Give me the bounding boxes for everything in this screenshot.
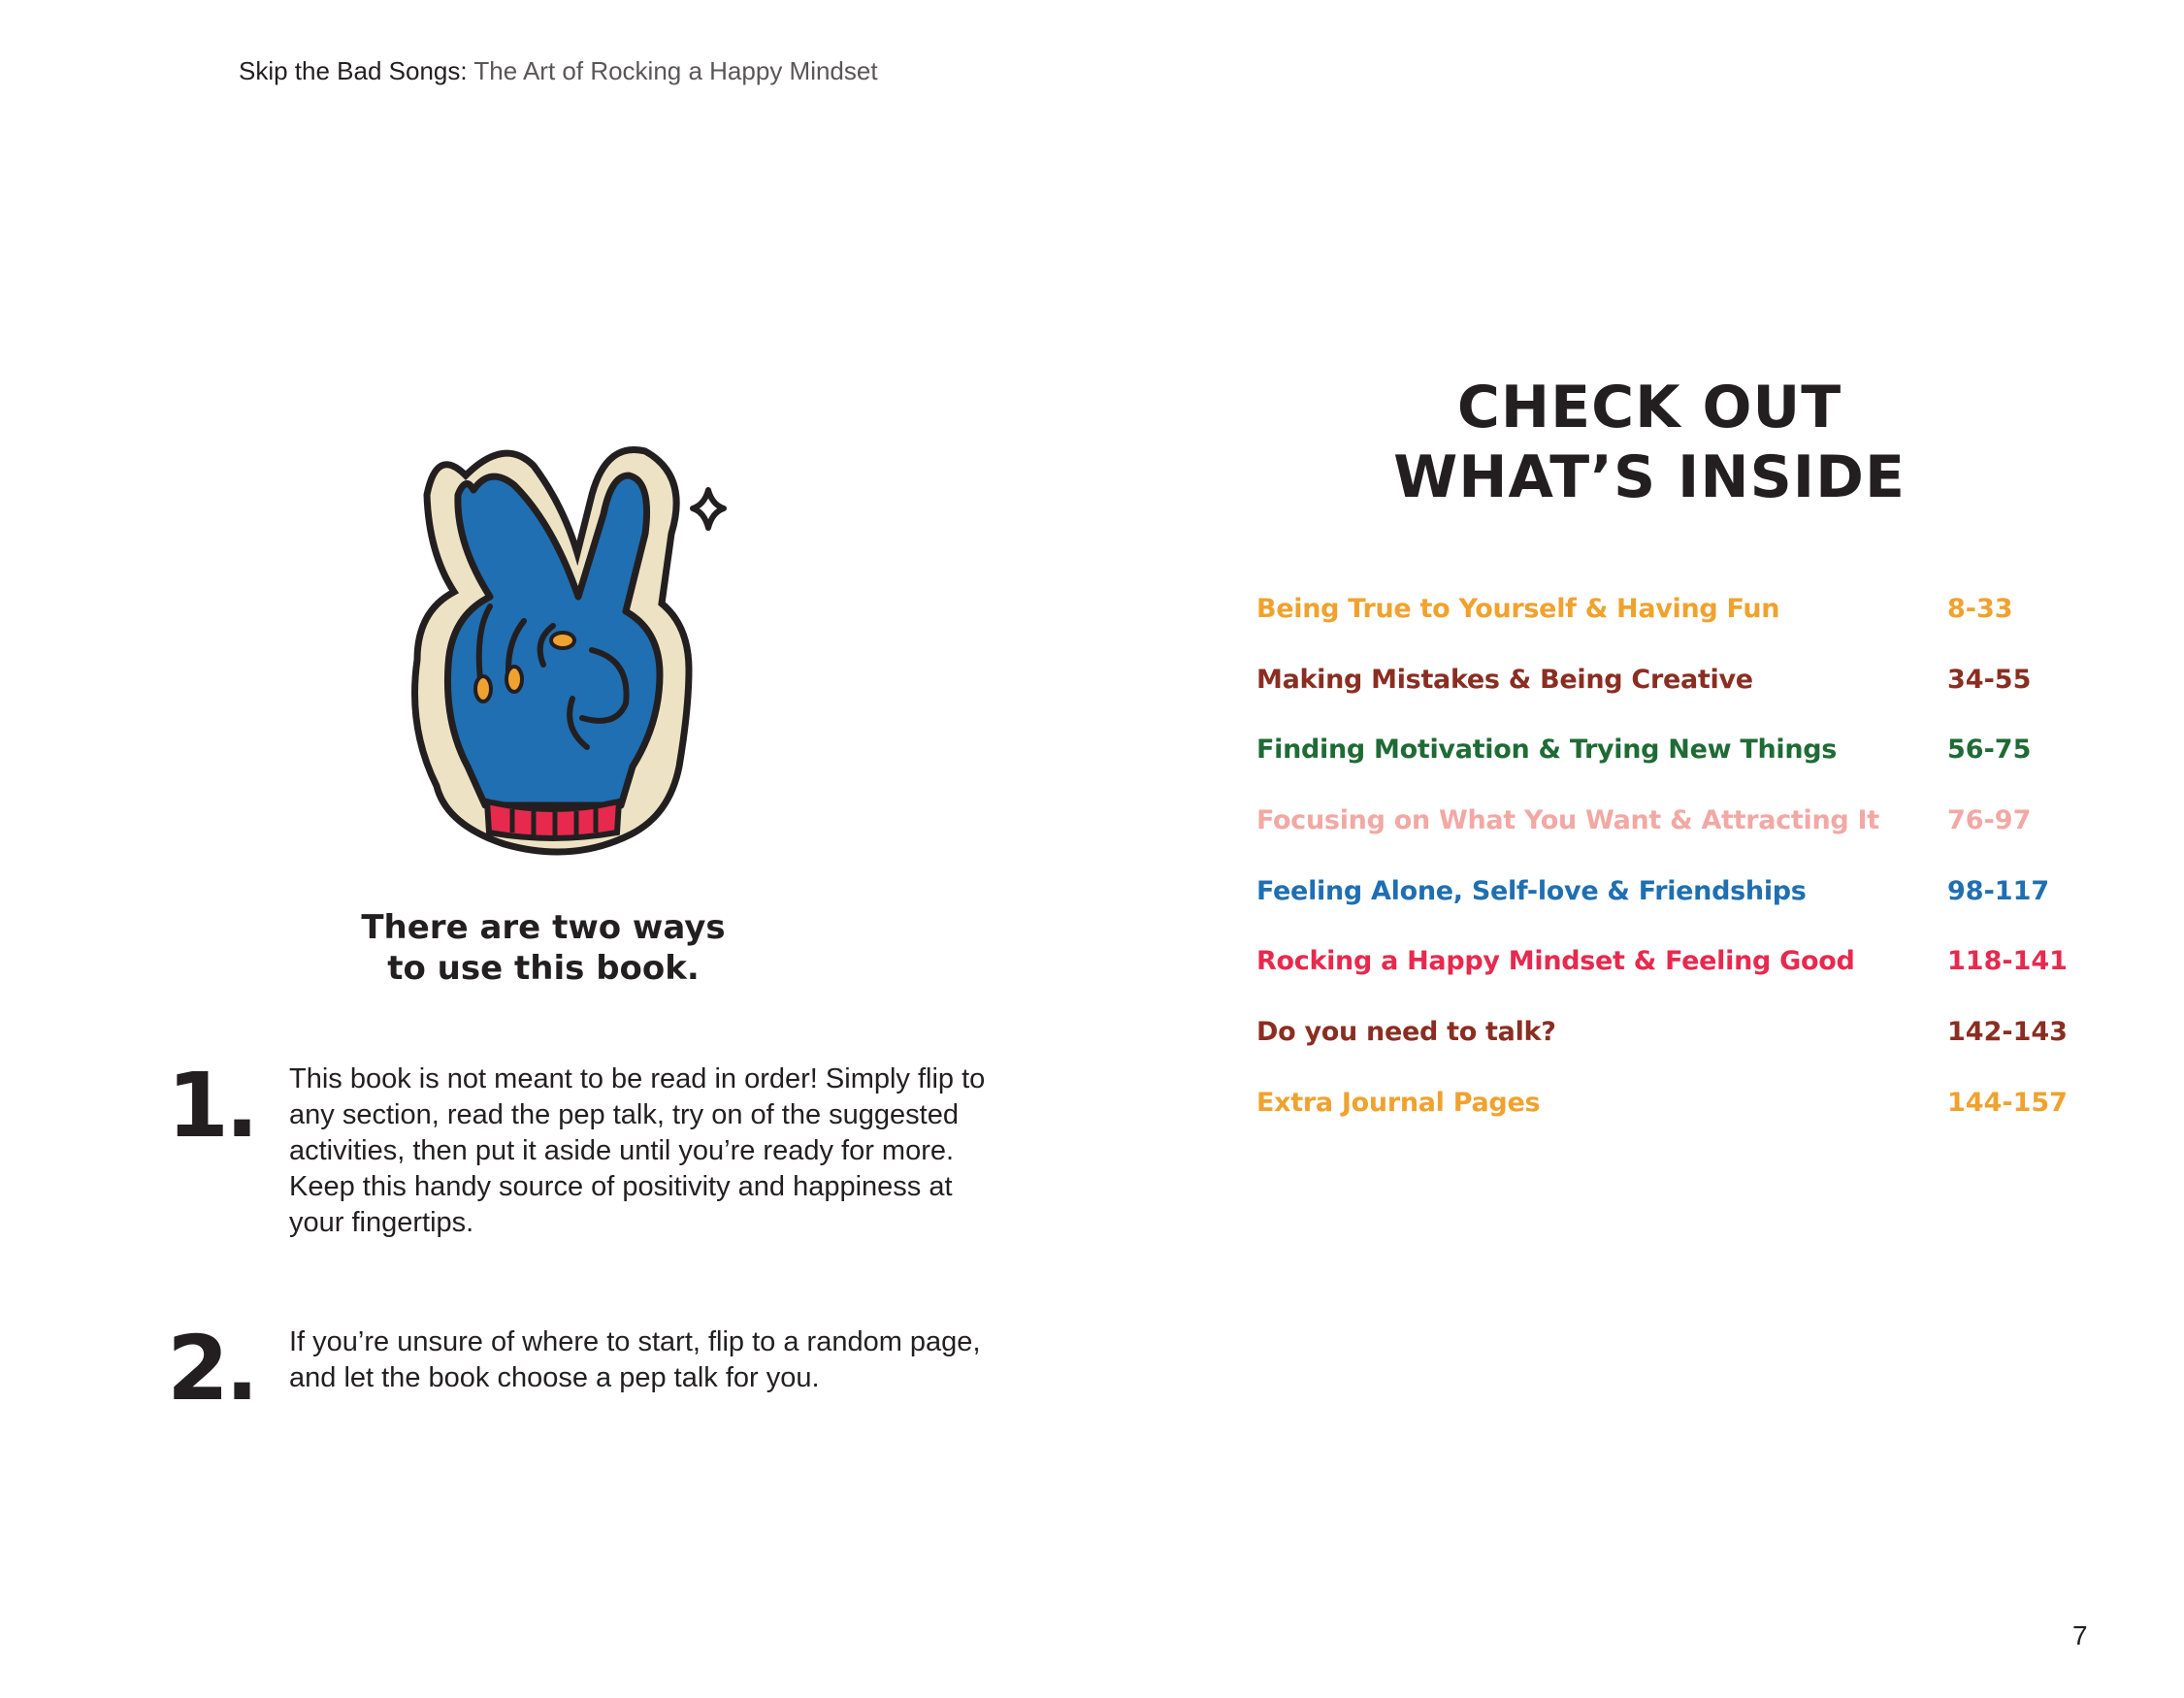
table-of-contents (1256, 594, 2081, 1159)
toc-entry (1256, 805, 2081, 876)
toc-entry-pages: 8-33 (1947, 594, 2013, 624)
toc-entry-pages: 118-141 (1947, 946, 2068, 977)
sparkle-icon (693, 490, 724, 528)
toc-entry-pages: 76-97 (1947, 805, 2032, 836)
toc-entry-label: Being True to Yourself & Having Fun (1256, 594, 1780, 624)
toc-entry-label: Focusing on What You Want & Attracting It (1256, 805, 1879, 836)
toc-entry-pages: 142-143 (1947, 1017, 2068, 1048)
intro-line-1: There are two ways (361, 908, 726, 947)
intro-line-2: to use this book. (387, 949, 700, 988)
toc-entry-label: Making Mistakes & Being Creative (1256, 664, 1753, 695)
toc-entry-label: Rocking a Happy Mindset & Feeling Good (1256, 946, 1855, 977)
toc-entry (1256, 946, 2081, 1017)
step-text: If you’re unsure of where to start, flip to a random page, and let the book choose a pep talk for you. (289, 1326, 981, 1393)
toc-entry (1256, 665, 2081, 735)
step-number: 2. (167, 1317, 255, 1420)
toc-entry (1256, 735, 2081, 805)
step-number: 1. (167, 1054, 255, 1158)
toc-entry (1256, 876, 2081, 947)
toc-entry (1256, 1017, 2081, 1088)
step-text: This book is not meant to be read in order! Simply flip to any section, read the pep talk, try on of the suggested activities, then put it aside until you’re ready for more. Keep this handy source of positivity and happiness at your fingertips. (289, 1063, 986, 1238)
toc-title (1339, 373, 1960, 512)
peace-sign-hand-icon (398, 437, 747, 864)
toc-entry-label: Extra Journal Pages (1256, 1087, 1541, 1118)
toc-entry-label: Do you need to talk? (1256, 1017, 1556, 1048)
running-header (239, 56, 878, 86)
page-number: 7 (2072, 1620, 2088, 1650)
toc-title-line-2: WHAT’S INSIDE (1393, 443, 1906, 511)
toc-entry-pages: 98-117 (1947, 875, 2050, 906)
toc-entry-pages: 56-75 (1947, 735, 2032, 766)
intro-heading (320, 907, 766, 989)
toc-entry-label: Feeling Alone, Self-love & Friendships (1256, 875, 1807, 906)
toc-entry (1256, 1088, 2081, 1159)
book-subtitle: The Art of Rocking a Happy Mindset (473, 56, 878, 85)
toc-entry-pages: 144-157 (1947, 1087, 2068, 1118)
toc-entry-label: Finding Motivation & Trying New Things (1256, 735, 1838, 766)
toc-entry-pages: 34-55 (1947, 664, 2032, 695)
toc-title-line-1: CHECK OUT (1456, 374, 1842, 441)
toc-entry (1256, 594, 2081, 665)
book-title: Skip the Bad Songs: (239, 56, 468, 85)
